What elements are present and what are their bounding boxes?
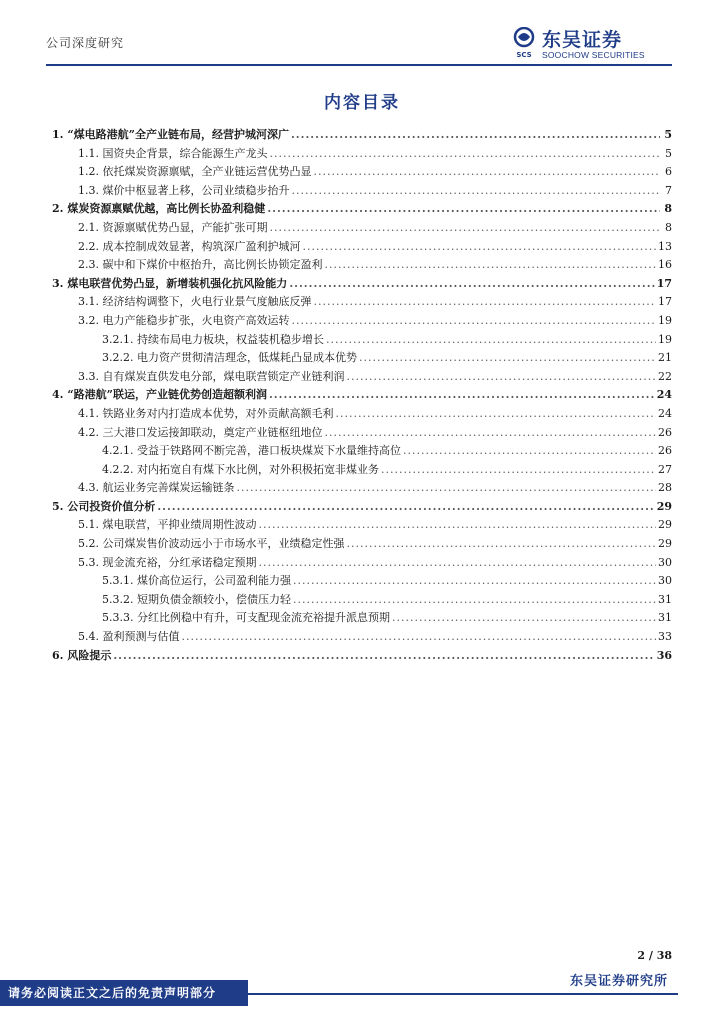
toc-entry[interactable] — [52, 591, 672, 610]
toc-leader-dots — [270, 145, 661, 164]
toc-leader-dots — [289, 275, 654, 294]
toc-entry-page: 6 — [665, 165, 672, 179]
toc-entry-page: 29 — [658, 518, 672, 532]
toc-entry-title: 1.3. 煤价中枢显著上移，公司业绩稳步抬升 — [78, 183, 290, 197]
toc-entry-title: 3.2.2. 电力资产贯彻清洁理念，低煤耗凸显成本优势 — [102, 351, 357, 365]
footer-org: 东吴证券研究所 — [569, 974, 668, 989]
toc-entry[interactable] — [52, 275, 672, 294]
toc-entry-title: 3.1. 经济结构调整下，火电行业景气度触底反弹 — [78, 295, 312, 309]
toc-entry[interactable] — [52, 145, 672, 164]
toc-entry-title: 4.2.2. 对内拓宽自有煤下水比例，对外积极拓宽非煤业务 — [102, 462, 379, 476]
toc-entry-title: 5.1. 煤电联营，平抑业绩周期性波动 — [78, 518, 257, 532]
toc-leader-dots — [113, 647, 654, 666]
toc-leader-dots — [157, 498, 654, 517]
toc-entry-page: 30 — [658, 574, 672, 588]
toc-leader-dots — [303, 238, 657, 257]
toc-entry-title: 3.3. 自有煤炭直供发电分部，煤电联营锁定产业链利润 — [78, 369, 345, 383]
toc-entry-page: 19 — [658, 313, 672, 327]
toc-entry-title: 4.1. 铁路业务对内打造成本优势，对外贡献高额毛利 — [78, 406, 334, 420]
svg-text:SCS: SCS — [516, 51, 532, 59]
toc-entry-title: 2.3. 碳中和下煤价中枢抬升，高比例长协锁定盈利 — [78, 258, 323, 272]
toc-entry[interactable] — [52, 386, 672, 405]
toc-leader-dots — [292, 312, 657, 331]
header-divider — [46, 64, 672, 66]
brand-name-en: SOOCHOW SECURITIES — [542, 50, 645, 60]
toc-entry-title: 1.2. 依托煤炭资源禀赋，全产业链运营优势凸显 — [78, 165, 312, 179]
toc-entry-page: 24 — [656, 388, 672, 402]
toc-entry-page: 19 — [658, 332, 672, 346]
toc-entry-title: 5. 公司投资价值分析 — [52, 499, 156, 513]
toc-entry-page: 31 — [658, 611, 672, 625]
toc-entry-page: 31 — [658, 592, 672, 606]
report-category: 公司深度研究 — [46, 36, 125, 50]
toc-leader-dots — [392, 609, 656, 628]
toc-entry[interactable] — [52, 293, 672, 312]
toc-entry-title: 1. “煤电路港航”全产业链布局，经营护城河深广 — [52, 128, 289, 141]
toc-entry-title: 2.1. 资源禀赋优势凸显，产能扩张可期 — [78, 220, 268, 234]
toc-entry-page: 17 — [658, 295, 672, 309]
toc-leader-dots — [270, 219, 661, 238]
toc-entry-page: 27 — [658, 462, 672, 476]
toc-entry[interactable] — [52, 126, 672, 145]
toc-leader-dots — [326, 331, 656, 350]
toc-entry-page: 8 — [665, 220, 672, 234]
toc-leader-dots — [267, 200, 660, 219]
toc-entry-page: 36 — [656, 648, 672, 662]
toc-entry[interactable] — [52, 331, 672, 350]
toc-entry-page: 21 — [658, 351, 672, 365]
toc-entry-title: 5.4. 盈利预测与估值 — [78, 630, 180, 644]
brand-name-cn: 东吴证券 — [542, 29, 623, 51]
toc-entry-page: 26 — [658, 444, 672, 458]
toc-entry-page: 5 — [665, 146, 672, 160]
toc-entry-title: 3.2. 电力产能稳步扩张，火电资产高效运转 — [78, 313, 290, 327]
toc-leader-dots — [293, 572, 656, 591]
toc-entry-title: 3.2.1. 持续布局电力板块，权益装机稳步增长 — [102, 332, 324, 346]
toc-leader-dots — [336, 405, 657, 424]
toc-entry[interactable] — [52, 572, 672, 591]
toc-entry-title: 3. 煤电联营优势凸显，新增装机强化抗风险能力 — [52, 276, 288, 290]
toc-entry[interactable] — [52, 200, 672, 219]
toc-entry[interactable] — [52, 405, 672, 424]
toc-entry[interactable] — [52, 424, 672, 443]
toc-title: 内容目录 — [324, 93, 400, 113]
toc-leader-dots — [314, 163, 661, 182]
brand-logo — [512, 25, 672, 65]
table-of-contents — [52, 126, 672, 665]
toc-entry[interactable] — [52, 479, 672, 498]
toc-entry[interactable] — [52, 163, 672, 182]
toc-entry-page: 5 — [664, 128, 672, 141]
toc-leader-dots — [347, 535, 657, 554]
toc-leader-dots — [182, 628, 657, 647]
toc-entry-page: 17 — [656, 276, 672, 290]
toc-entry-page: 30 — [658, 555, 672, 569]
toc-entry-title: 5.3.2. 短期负债金额较小，偿债压力轻 — [102, 592, 291, 606]
toc-leader-dots — [269, 386, 655, 405]
toc-entry[interactable] — [52, 535, 672, 554]
toc-leader-dots — [237, 479, 657, 498]
toc-entry-page: 7 — [665, 183, 672, 197]
toc-entry-title: 4.2. 三大港口发运接卸联动，奠定产业链枢纽地位 — [78, 425, 323, 439]
toc-entry[interactable] — [52, 628, 672, 647]
toc-entry[interactable] — [52, 182, 672, 201]
toc-entry-page: 33 — [658, 630, 672, 644]
toc-entry-page: 28 — [658, 481, 672, 495]
toc-entry-page: 26 — [658, 425, 672, 439]
disclaimer-banner: 请务必阅读正文之后的免责声明部分 — [0, 980, 248, 1006]
toc-entry[interactable] — [52, 238, 672, 257]
toc-entry-title: 1.1. 国资央企背景，综合能源生产龙头 — [78, 146, 268, 160]
toc-entry-title: 5.3.3. 分红比例稳中有升，可支配现金流充裕提升派息预期 — [102, 611, 390, 625]
toc-entry-title: 2.2. 成本控制成效显著，构筑深广盈利护城河 — [78, 239, 301, 253]
toc-entry[interactable] — [52, 647, 672, 666]
toc-entry-page: 8 — [664, 202, 672, 216]
toc-entry[interactable] — [52, 609, 672, 628]
toc-entry[interactable] — [52, 442, 672, 461]
toc-entry-page: 29 — [658, 537, 672, 551]
toc-leader-dots — [293, 591, 656, 610]
toc-leader-dots — [291, 126, 660, 145]
toc-entry-title: 4. “路港航”联运，产业链优势创造超额利润 — [52, 388, 267, 402]
toc-entry[interactable] — [52, 349, 672, 368]
toc-entry-page: 24 — [658, 406, 672, 420]
toc-leader-dots — [314, 293, 657, 312]
toc-entry-title: 4.2.1. 受益于铁路网不断完善，港口板块煤炭下水量维持高位 — [102, 444, 401, 458]
toc-entry-title: 6. 风险提示 — [52, 648, 112, 662]
toc-leader-dots — [325, 256, 657, 275]
page-number: 2 / 38 — [637, 949, 672, 962]
toc-entry[interactable] — [52, 554, 672, 573]
soochow-logo-icon — [512, 27, 536, 59]
toc-leader-dots — [403, 442, 656, 461]
toc-entry[interactable] — [52, 219, 672, 238]
toc-entry-title: 4.3. 航运业务完善煤炭运输链条 — [78, 481, 235, 495]
toc-leader-dots — [381, 461, 656, 480]
toc-entry-page: 16 — [658, 258, 672, 272]
toc-entry[interactable] — [52, 312, 672, 331]
toc-leader-dots — [292, 182, 661, 201]
toc-entry[interactable] — [52, 516, 672, 535]
toc-entry-title: 5.2. 公司煤炭售价波动远小于市场水平，业绩稳定性强 — [78, 537, 345, 551]
toc-entry[interactable] — [52, 498, 672, 517]
toc-entry-page: 29 — [656, 499, 672, 513]
toc-leader-dots — [259, 554, 657, 573]
toc-leader-dots — [259, 516, 657, 535]
toc-entry-page: 22 — [658, 369, 672, 383]
toc-entry[interactable] — [52, 256, 672, 275]
toc-leader-dots — [347, 368, 657, 387]
toc-entry-title: 5.3. 现金流充裕，分红承诺稳定预期 — [78, 555, 257, 569]
toc-entry[interactable] — [52, 368, 672, 387]
toc-entry-title: 2. 煤炭资源禀赋优越，高比例长协盈利稳健 — [52, 202, 266, 216]
toc-entry-page: 13 — [658, 239, 672, 253]
toc-entry-title: 5.3.1. 煤价高位运行，公司盈利能力强 — [102, 574, 291, 588]
toc-entry[interactable] — [52, 461, 672, 480]
toc-leader-dots — [325, 424, 657, 443]
toc-leader-dots — [359, 349, 656, 368]
